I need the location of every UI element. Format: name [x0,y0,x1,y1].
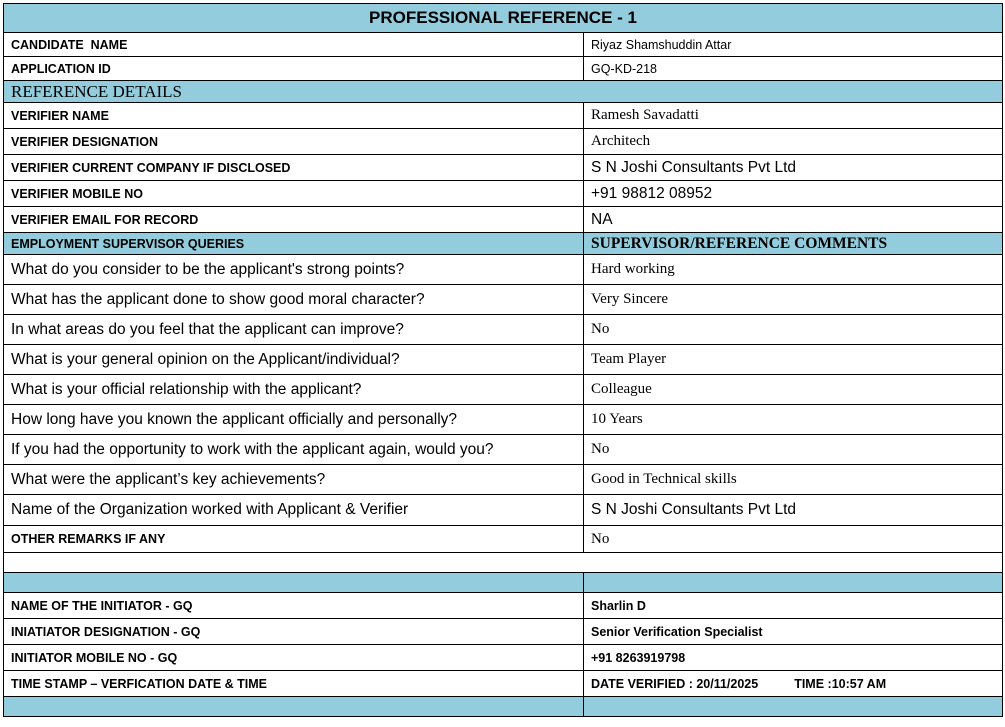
verifier-label: VERIFIER EMAIL FOR RECORD [4,207,584,233]
verifier-label: VERIFIER NAME [4,103,584,129]
candidate-name-value: Riyaz Shamshuddin Attar [584,33,1003,57]
reference-table [3,3,1003,717]
other-remarks-label: OTHER REMARKS IF ANY [4,526,584,553]
verifier-value: S N Joshi Consultants Pvt Ltd [584,155,1003,181]
query-row [4,405,1003,435]
query-question: What do you consider to be the applicant's strong points? [4,255,584,285]
timestamp-label: TIME STAMP – VERFICATION DATE & TIME [4,671,584,697]
query-answer: Colleague [584,375,1003,405]
verifier-row [4,129,1003,155]
band-cell-right [584,573,1003,593]
page-title: PROFESSIONAL REFERENCE - 1 [4,4,1003,33]
query-row [4,345,1003,375]
query-answer: S N Joshi Consultants Pvt Ltd [584,495,1003,526]
application-id-label: APPLICATION ID [4,57,584,81]
verifier-label: VERIFIER CURRENT COMPANY IF DISCLOSED [4,155,584,181]
initiator-label: INITIATOR MOBILE NO - GQ [4,645,584,671]
initiator-row [4,619,1003,645]
verifier-label: VERIFIER MOBILE NO [4,181,584,207]
query-question: If you had the opportunity to work with the applicant again, would you? [4,435,584,465]
band-cell-right [584,697,1003,717]
verifier-value: NA [584,207,1003,233]
query-answer: 10 Years [584,405,1003,435]
verifier-value: Ramesh Savadatti [584,103,1003,129]
verifier-row [4,181,1003,207]
query-row [4,285,1003,315]
timestamp-value [584,671,1003,697]
query-answer: Hard working [584,255,1003,285]
initiator-band-row [4,573,1003,593]
query-row [4,315,1003,345]
query-question: What has the applicant done to show good moral character? [4,285,584,315]
application-id-value: GQ-KD-218 [584,57,1003,81]
candidate-name-row [4,33,1003,57]
query-row [4,375,1003,405]
other-remarks-row [4,526,1003,553]
query-answer: Good in Technical skills [584,465,1003,495]
other-remarks-value: No [584,526,1003,553]
timestamp-row [4,671,1003,697]
initiator-value: Sharlin D [584,593,1003,619]
initiator-value: +91 8263919798 [584,645,1003,671]
verified-time: TIME :10:57 AM [794,676,887,691]
query-row [4,465,1003,495]
query-answer: No [584,435,1003,465]
queries-header-right: SUPERVISOR/REFERENCE COMMENTS [584,233,1003,255]
query-question: What is your general opinion on the Applicant/individual? [4,345,584,375]
initiator-value: Senior Verification Specialist [584,619,1003,645]
initiator-label: INIATIATOR DESIGNATION - GQ [4,619,584,645]
reference-sheet [3,3,1002,717]
query-answer: Team Player [584,345,1003,375]
spacer-row [4,553,1003,573]
candidate-name-label: CANDIDATE NAME [4,33,584,57]
verifier-row [4,207,1003,233]
band-cell-left [4,573,584,593]
queries-header-left: EMPLOYMENT SUPERVISOR QUERIES [4,233,584,255]
query-question: In what areas do you feel that the applicant can improve? [4,315,584,345]
verifier-row [4,155,1003,181]
queries-header-row [4,233,1003,255]
verified-date: DATE VERIFIED : 20/11/2025 [591,676,759,691]
query-question: What were the applicant’s key achievements? [4,465,584,495]
band-cell-left [4,697,584,717]
query-answer: No [584,315,1003,345]
verifier-value: +91 98812 08952 [584,181,1003,207]
reference-details-title: REFERENCE DETAILS [4,81,1003,103]
verifier-row [4,103,1003,129]
initiator-row [4,593,1003,619]
query-question: How long have you known the applicant officially and personally? [4,405,584,435]
query-row [4,435,1003,465]
query-question: Name of the Organization worked with Applicant & Verifier [4,495,584,526]
title-row [4,4,1003,33]
footer-band-row [4,697,1003,717]
query-answer: Very Sincere [584,285,1003,315]
query-row [4,495,1003,526]
application-id-row [4,57,1003,81]
verifier-label: VERIFIER DESIGNATION [4,129,584,155]
reference-details-header [4,81,1003,103]
query-question: What is your official relationship with the applicant? [4,375,584,405]
query-row [4,255,1003,285]
initiator-label: NAME OF THE INITIATOR - GQ [4,593,584,619]
initiator-row [4,645,1003,671]
spacer-cell [4,553,1003,573]
verifier-value: Architech [584,129,1003,155]
